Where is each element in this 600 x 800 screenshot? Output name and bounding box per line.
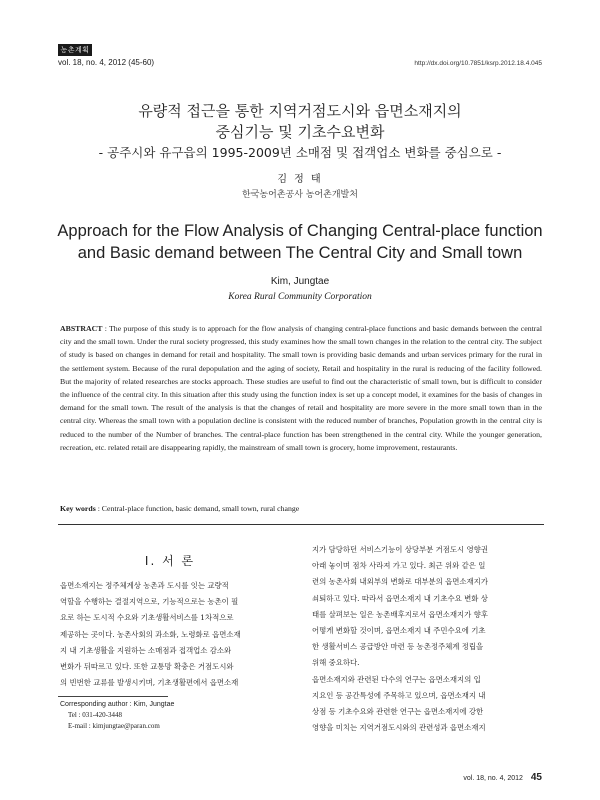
body-line: 영향을 미치는 지역거점도시와의 관련성과 읍면소재지	[312, 723, 486, 733]
footer-volume: vol. 18, no. 4, 2012	[463, 775, 523, 782]
korean-author: 김 정 태	[277, 174, 323, 185]
body-line: 읍면소재지와 관련된 다수의 연구는 읍면소재지의 입	[312, 674, 481, 684]
journal-logo: 농촌계획	[58, 44, 92, 56]
footnote-tel: Tel : 031-420-3448	[68, 711, 122, 719]
keywords	[60, 504, 542, 513]
body-line: 제공하는 곳이다. 농촌사회의 과소화, 노령화로 읍면소재	[60, 629, 241, 639]
english-title-line2: and Basic demand between The Central City and Small town	[77, 244, 523, 262]
body-line: 쇠퇴하고 있다. 따라서 읍면소재지 내 기초수요 변화 상	[312, 593, 488, 603]
body-line: 읍면소재지는 정주체계상 농촌과 도시를 잇는 교량적	[60, 581, 229, 590]
body-column-left	[60, 578, 286, 691]
section-heading-introduction: I. 서 론	[144, 554, 196, 568]
volume-info: vol. 18, no. 4, 2012 (45-60)	[58, 58, 155, 67]
page-number: 45	[530, 772, 542, 783]
body-line: 역할을 수행하는 결절지역으로, 기능적으로는 농촌이 필	[60, 597, 239, 607]
keywords-divider	[58, 524, 544, 525]
body-line: 상점 등 기초수요와 관련한 연구는 읍면소재지에 강한	[312, 707, 484, 717]
body-line: 위해 중요하다.	[312, 658, 360, 668]
page-footer	[463, 772, 542, 783]
korean-subtitle: - 공주시와 유구읍의 1995-2009년 소매점 및 접객업소 변화를 중심으로 -	[98, 145, 502, 160]
doi-link[interactable]: http://dx.doi.org/10.7851/ksrp.2012.18.4.045	[414, 60, 542, 67]
body-line: 한 생활서비스 공급방안 마련 등 농촌정주체계 정립을	[312, 642, 484, 652]
body-line: 태를 살펴보는 일은 농촌배후지로서 읍면소재지가 향후	[312, 609, 488, 619]
footnote-author: Corresponding author : Kim, Jungtae	[60, 701, 175, 708]
english-affiliation: Korea Rural Community Corporation	[228, 292, 372, 302]
body-line: 변화가 뒤따르고 있다. 또한 교통망 확충은 거점도시와	[60, 662, 234, 672]
korean-title-line1: 유량적 접근을 통한 지역거점도시와 읍면소재지의	[138, 102, 462, 120]
body-line: 의 빈번한 교류를 발생시키며, 기초생활편에서 읍면소재	[60, 678, 239, 688]
keywords-text: : Central-place function, basic demand, small town, rural change	[97, 504, 300, 513]
body-line: 요로 하는 도시적 수요와 기초생활서비스를 1차적으로	[60, 613, 234, 623]
english-title-line1: Approach for the Flow Analysis of Changing Central-place function	[57, 222, 543, 240]
body-column-right	[312, 542, 544, 736]
english-author: Kim, Jungtae	[270, 276, 330, 287]
keywords-label: Key words	[60, 504, 96, 513]
footnote-divider	[58, 696, 168, 697]
korean-affiliation: 한국농어촌공사 농어촌개발처	[242, 190, 358, 200]
corresponding-author-footnote	[60, 699, 174, 732]
body-line: 지가 담당하던 서비스기능이 상당부분 거점도시 영향권	[312, 545, 488, 554]
abstract-label: ABSTRACT	[60, 324, 103, 333]
body-line: 지요인 등 공간특성에 주목하고 있으며, 읍면소재지 내	[312, 690, 486, 700]
footnote-email: E-mail : kimjungtae@paran.com	[68, 722, 160, 730]
body-line: 지 내 기초생활을 지원하는 소매점과 접객업소 감소와	[60, 645, 232, 655]
abstract-text: : The purpose of this study is to approach for the flow analysis of changing central-place functions and basic demands between the central city and the small town. Under the rural society progressed, this study examines how the small town changes in the relation to the central city. The subject of study is based on changes in demand for retail and hospitality. The small town is providing basic demands and urban services primary for the rural in the settlement system. Because of the rural depopulation and the aging of society, Retail and hospitality in the rural is reducing of the facility followed. But the majority of related researches are stocks approach. These studies are useful to find out the characteristic of small town, but is difficult to consider the influence of the central city. In this situation after this study using the function index is set up a concept model, it examines for the basis of changes in demand for the small town. The result of the analysis is that the changes of retail and hospitality are more severe in the more small town than in the central city. Whereas the small town with a population decline is consistent with the reduced number of branches, Population growth in the central city is reduced to the number of the Number of branches. The central-place function has been strengthened in the central city. While the younger generation, recreation, etc. related retail are disappearing rapidly, the mainstream of small town is grocery, home improvement, restaurants.	[60, 324, 542, 452]
body-line: 련의 농촌사회 내외부의 변화로 대부분의 읍면소재지가	[312, 577, 488, 587]
body-line: 어떻게 변화할 것이며, 읍면소재지 내 주민수요에 기초	[312, 626, 486, 636]
abstract	[60, 322, 542, 454]
body-line: 아래 놓이며 점차 사라져 가고 있다. 최근 위와 같은 일	[312, 561, 486, 571]
korean-title-line2: 중심기능 및 기초수요변화	[215, 123, 385, 141]
